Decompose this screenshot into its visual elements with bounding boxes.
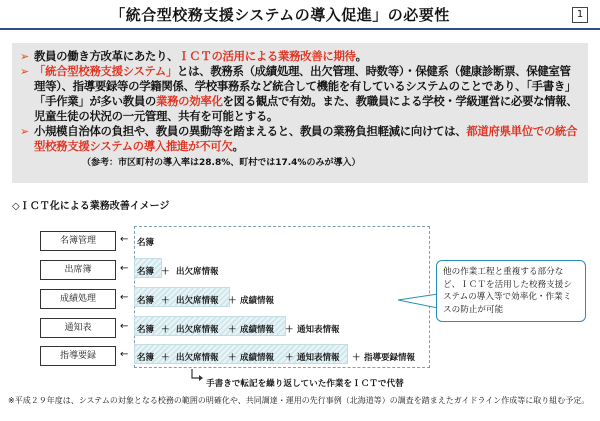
bullet-text: 小規模自治体の負担や、教員の異動等を踏まえると、教員の業務負担軽減に向けては、 [34, 124, 467, 138]
left-arrow-icon: ← [120, 292, 129, 303]
item-shukketsu: 出欠席情報 [176, 353, 219, 363]
item-youroku: 指導要録情報 [364, 353, 416, 363]
diagram-caption: 手書きで転記を繰り返していた作業をＩＣＴで代替 [206, 379, 404, 389]
row-label-shussekibo: 出席簿 [40, 260, 116, 280]
page-number: 1 [572, 7, 588, 23]
title-bar [0, 0, 600, 30]
item-meibo: 名簿 [137, 296, 155, 306]
row-label-meibo: 名簿管理 [40, 231, 116, 251]
item-tsuuchi: 通知表情報 [297, 353, 340, 363]
page-title: 「統合型校務支援システムの導入促進」の必要性 [110, 6, 450, 24]
chevron-right-icon: ➢ [20, 125, 29, 138]
bullet-highlight: 都道府県単位での統合型校務支援システムの導入推進が不可欠 [34, 124, 578, 153]
plus-sign: ＋ [161, 296, 170, 306]
bullet-text: とは、教務系（成績処理、出欠管理、時数等）・保健系（健康診断票、保健室管理等）、指導要録等の学籍関係、学校事務系など統合して機能を有しているシステムのことであり、「手書き」「手作業」が多い教員の [34, 64, 576, 108]
chevron-right-icon: ➢ [20, 65, 29, 78]
summary-panel [12, 43, 588, 183]
plus-sign: ＋ [352, 353, 361, 363]
bullet-highlight: 「統合型校務支援システム」 [34, 64, 178, 78]
plus-sign: ＋ [161, 267, 170, 277]
left-arrow-icon: ← [120, 349, 129, 360]
chevron-right-icon: ➢ [20, 50, 29, 63]
bullet-text: 教員の働き方改革にあたり、 [34, 49, 179, 63]
bullet-item [20, 49, 580, 64]
plus-sign: ＋ [228, 325, 237, 335]
item-meibo: 名簿 [137, 238, 155, 248]
reference-note: （参考：市区町村の導入率は28.8%、町村では17.4%のみが導入） [82, 158, 361, 168]
plus-sign: ＋ [228, 353, 237, 363]
bullet-highlight: 業務の効率化 [156, 94, 223, 108]
curved-arrow-icon [189, 369, 203, 383]
item-seiseki: 成績情報 [240, 353, 275, 363]
item-shukketsu: 出欠席情報 [176, 325, 219, 335]
row-label-seiseki: 成績処理 [40, 289, 116, 309]
row-label-youroku: 指導要録 [40, 346, 116, 366]
left-arrow-icon: ← [120, 321, 129, 332]
item-shukketsu: 出欠席情報 [176, 267, 219, 277]
item-meibo: 名簿 [137, 353, 155, 363]
plus-sign: ＋ [161, 353, 170, 363]
item-shukketsu: 出欠席情報 [176, 296, 219, 306]
callout-pointer-icon [398, 292, 438, 312]
bullet-text: を図る観点で有効。また、教職員による学校・学級運営に必要な情報、児童生徒の状況の一元管理、共有を可能とする。 [34, 94, 578, 123]
footnote: ※平成２９年度は、システムの対象となる校務の範囲の明確化や、共同調達・運用の先行事例（北海道等）の調査を踏まえたガイドライン作成等に取り組む予定。 [8, 396, 590, 405]
bullet-item [20, 124, 580, 154]
left-arrow-icon: ← [120, 263, 129, 274]
item-meibo: 名簿 [137, 325, 155, 335]
plus-sign: ＋ [161, 325, 170, 335]
item-meibo: 名簿 [137, 267, 155, 277]
bullet-text: 。 [232, 139, 244, 153]
plus-sign: ＋ [285, 353, 294, 363]
plus-sign: ＋ [228, 296, 237, 306]
left-arrow-icon: ← [120, 234, 129, 245]
item-seiseki: 成績情報 [240, 296, 275, 306]
section-title: ◇ＩＣＴ化による業務改善イメージ [12, 201, 170, 212]
bullet-item [20, 64, 580, 124]
callout-box: 他の作業工程と重複する部分など、ＩＣＴを活用した校務支援システムの導入等で効率化・作業ミスの防止が可能 [436, 260, 586, 322]
bullet-highlight: ＩＣＴの活用による業務改善に期待 [178, 49, 356, 63]
item-seiseki: 成績情報 [240, 325, 275, 335]
plus-sign: ＋ [285, 325, 294, 335]
row-label-tsuuchihyou: 通知表 [40, 318, 116, 338]
item-tsuuchi: 通知表情報 [297, 325, 340, 335]
bullet-text: 。 [355, 49, 367, 63]
